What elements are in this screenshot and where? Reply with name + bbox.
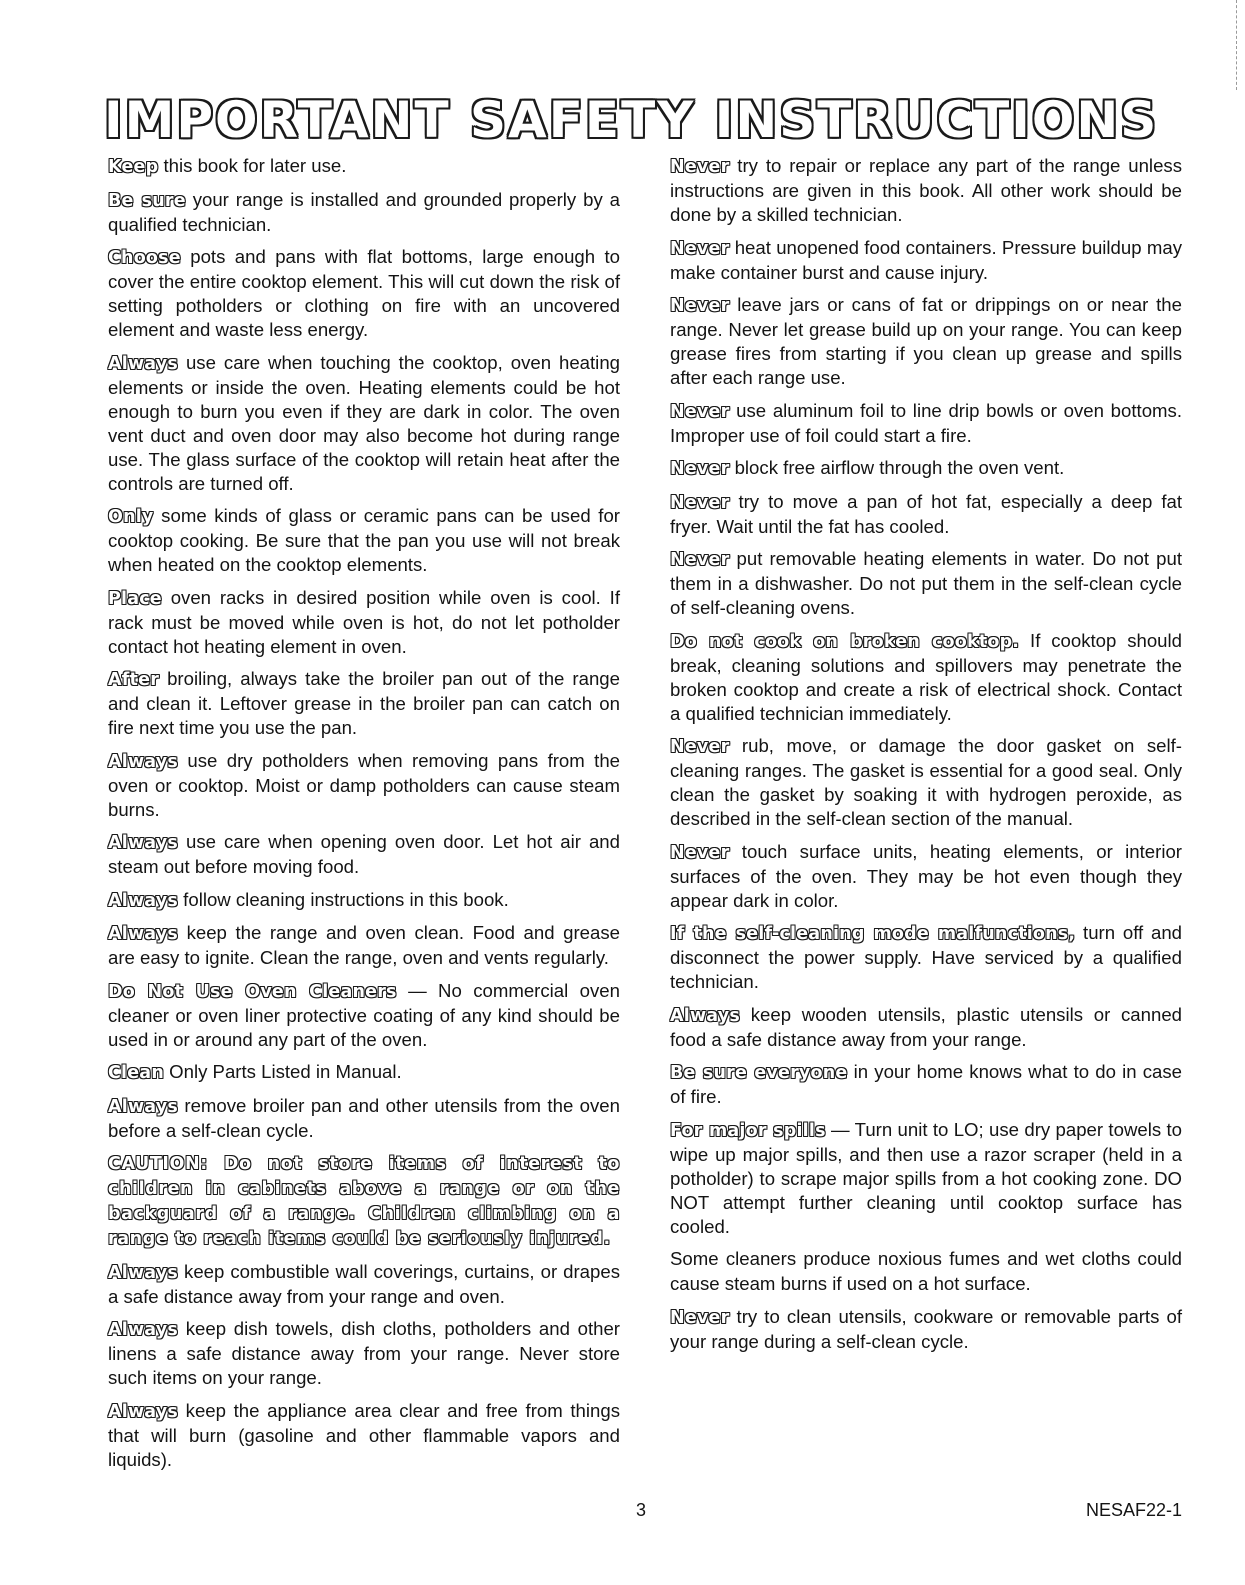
instruction-item	[108, 188, 620, 237]
instruction-item	[670, 399, 1182, 448]
instruction-item	[108, 1399, 620, 1472]
item-lead: Always	[108, 353, 179, 374]
item-text: keep the appliance area clear and free from things that will burn (gasoline and other flammable vapors and liquids).	[108, 1399, 620, 1470]
item-lead: Clean	[108, 1063, 164, 1083]
item-lead: Always	[108, 833, 179, 853]
item-text: use aluminum foil to line drip bowls or oven bottoms. Improper use of foil could start a fire.	[670, 399, 1182, 446]
item-lead: Always	[108, 751, 179, 772]
item-text: turn off and disconnect the power supply. Have serviced by a qualified technician.	[670, 922, 1182, 992]
item-lead: Always	[108, 1096, 179, 1117]
item-lead: Always	[108, 1401, 179, 1422]
item-text: use care when touching the cooktop, oven heating elements or inside the oven. Heating elements could be hot enough to burn you even if they are dark in color. The oven vent duct and oven door may also become hot during range use. The glass surface of the cooktop will retain heat after the controls are turned off.	[108, 351, 620, 494]
instruction-item	[670, 1118, 1182, 1239]
item-lead: Choose	[108, 248, 181, 268]
instruction-item	[670, 921, 1182, 994]
item-lead: Do Not Use Oven Cleaners	[108, 981, 397, 1002]
instruction-item	[670, 456, 1182, 481]
item-text: oven racks in desired position while oven is cool. If rack must be moved while oven is hot, do not let potholder contact hot heating element in oven.	[108, 586, 620, 657]
item-text: follow cleaning instructions in this book.	[178, 888, 509, 910]
document-code: NESAF22-1	[1086, 1500, 1183, 1520]
right-column	[670, 154, 1182, 1362]
item-lead: Place	[108, 588, 162, 609]
item-text: remove broiler pan and other utensils from the oven before a self-clean cycle.	[108, 1094, 620, 1141]
item-text: try to clean utensils, cookware or removable parts of your range during a self-clean cycle.	[670, 1305, 1182, 1352]
item-lead: Never	[670, 459, 730, 479]
item-lead: Never	[670, 550, 730, 570]
item-text: touch surface units, heating elements, or interior surfaces of the oven. They may be hot even though they appear dark in color.	[670, 840, 1182, 911]
instruction-item	[670, 840, 1182, 913]
item-lead: Always	[108, 890, 179, 911]
instruction-item	[108, 1060, 620, 1085]
instruction-item	[670, 154, 1182, 227]
item-lead: Be sure	[108, 190, 186, 211]
instruction-item	[108, 979, 620, 1052]
instruction-item	[670, 1060, 1182, 1109]
item-text: heat unopened food containers. Pressure buildup may make container burst and cause injury.	[670, 236, 1182, 283]
item-lead: Always	[108, 1262, 179, 1283]
instruction-item	[670, 734, 1182, 831]
item-lead: Always	[108, 1320, 179, 1340]
item-text: use care when opening oven door. Let hot air and steam out before moving food.	[108, 831, 620, 877]
page-number: 3	[636, 1500, 647, 1520]
instruction-item	[670, 1305, 1182, 1354]
caution-warning	[108, 1151, 620, 1251]
instruction-item	[108, 830, 620, 879]
item-text: keep the range and oven clean. Food and grease are easy to ignite. Clean the range, oven and vents regularly.	[108, 922, 620, 968]
instruction-item	[108, 749, 620, 822]
item-text: — Turn unit to LO; use dry paper towels to wipe up major spills, and then use a razor scraper (held in a potholder) to scrape major spills from a hot cooking zone. DO NOT attempt further cleaning until cooktop surface has cooled.	[670, 1118, 1182, 1237]
item-lead: Never	[670, 401, 730, 422]
instruction-item	[670, 547, 1182, 620]
item-text: some kinds of glass or ceramic pans can be used for cooktop cooking. Be sure that the pan you use will not break when heated on the cooktop elements.	[108, 505, 620, 575]
item-text: in your home knows what to do in case of fire.	[670, 1061, 1182, 1107]
instruction-item	[670, 1247, 1182, 1296]
item-text: rub, move, or damage the door gasket on self-cleaning ranges. The gasket is essential for a good seal. Only clean the gasket by soaking it with hydrogen peroxide, as described in the self-clean section of the manual.	[670, 735, 1182, 829]
instruction-item	[670, 629, 1182, 726]
item-lead: If the self-cleaning mode malfunctions,	[670, 924, 1076, 944]
item-lead: CAUTION: Do not store items of interest to children in cabinets above a range or on the backguard of a range. Children climbing on a range to reach items could be seriously injured.	[108, 1154, 620, 1249]
item-text: pots and pans with flat bottoms, large enough to cover the entire cooktop element. This will cut down the risk of setting potholders or clothing on fire with an uncovered element and waste less energy.	[108, 246, 620, 340]
instruction-item	[670, 1003, 1182, 1052]
item-lead: Keep	[108, 157, 159, 177]
item-text: If cooktop should break, cleaning solutions and spillovers may penetrate the broken cooktop and create a risk of electrical shock. Contact a qualified technician immediately.	[670, 629, 1182, 724]
item-lead: Always	[108, 924, 179, 944]
item-lead: Only	[108, 507, 154, 527]
item-lead: Never	[670, 737, 730, 757]
item-text: broiling, always take the broiler pan out of the range and clean it. Leftover grease in the broiler pan can catch on fire next time you use the pan.	[108, 668, 620, 738]
item-text: keep wooden utensils, plastic utensils or canned food a safe distance away from your range.	[670, 1003, 1182, 1050]
instruction-item	[108, 586, 620, 659]
item-text: put removable heating elements in water. Do not put them in a dishwasher. Do not put them in the self-clean cycle of self-cleaning ovens.	[670, 548, 1182, 618]
item-lead: Do not cook on broken cooktop.	[670, 631, 1020, 652]
instruction-item	[108, 1317, 620, 1390]
item-text: this book for later use.	[158, 155, 347, 176]
instruction-item	[108, 1094, 620, 1143]
instruction-item	[108, 351, 620, 496]
item-text: Only Parts Listed in Manual.	[163, 1061, 402, 1082]
item-text: try to repair or replace any part of the range unless instructions are given in this book. All other work should be done by a skilled technician.	[670, 155, 1182, 225]
item-lead: Always	[670, 1005, 741, 1026]
instruction-item	[108, 245, 620, 342]
instruction-item	[108, 667, 620, 740]
instruction-item	[108, 888, 620, 913]
item-lead: Never	[670, 296, 730, 316]
left-column	[108, 154, 620, 1480]
item-lead: Be sure everyone	[670, 1063, 848, 1083]
item-lead: Never	[670, 157, 730, 177]
item-text: — No commercial oven cleaner or oven liner protective coating of any kind should be used in or around any part of the oven.	[108, 979, 620, 1050]
instruction-item	[108, 921, 620, 970]
page-title: IMPORTANT SAFETY INSTRUCTIONS	[104, 91, 1159, 149]
item-lead: For major spills	[670, 1120, 826, 1141]
item-lead: Never	[670, 1307, 730, 1328]
instruction-item	[108, 504, 620, 577]
item-lead: Never	[670, 492, 730, 513]
item-lead: Never	[670, 842, 730, 863]
item-lead: After	[108, 670, 160, 690]
item-lead: Never	[670, 238, 730, 259]
instruction-item	[108, 1260, 620, 1309]
instruction-item	[108, 154, 620, 179]
instruction-item	[670, 293, 1182, 390]
item-text: your range is installed and grounded properly by a qualified technician.	[108, 188, 621, 235]
item-text: use dry potholders when removing pans from the oven or cooktop. Moist or damp potholders can cause steam burns.	[108, 749, 620, 820]
item-text: Some cleaners produce noxious fumes and wet cloths could cause steam burns if used on a hot surface.	[670, 1248, 1182, 1294]
item-text: keep combustible wall coverings, curtains, or drapes a safe distance away from your range and oven.	[108, 1260, 620, 1307]
item-text: leave jars or cans of fat or drippings on or near the range. Never let grease build up on your range. You can keep grease fires from starting if you clean up grease and spills after each range use.	[670, 294, 1182, 388]
instruction-item	[670, 236, 1182, 285]
item-text: keep dish towels, dish cloths, potholders and other linens a safe distance away from your range. Never store such items on your range.	[108, 1318, 620, 1388]
item-text: try to move a pan of hot fat, especially a deep fat fryer. Wait until the fat has cooled.	[670, 490, 1182, 537]
item-text: block free airflow through the oven vent.	[729, 457, 1065, 478]
scan-edge-mark	[1236, 0, 1238, 90]
instruction-item	[670, 490, 1182, 539]
